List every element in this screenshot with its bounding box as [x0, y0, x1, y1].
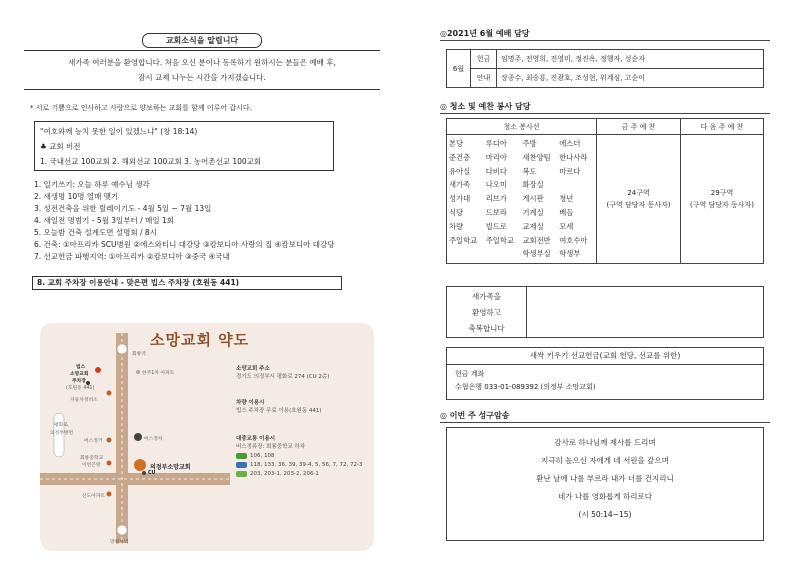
duty-item: 마리아	[485, 152, 507, 162]
note-text: * 서로 기쁨으로 인사하고 사랑으로 양보하는 교회를 함께 이루어 갑시다.	[30, 104, 252, 112]
map-label-road2: 의정부방면	[50, 431, 74, 436]
vision-label: ♣ 교회 비전	[40, 142, 81, 151]
mission-title: 새싹 키우기 선교헌금(교회 헌당, 선교를 위한)	[447, 348, 763, 365]
column-header: 다 음 주 예 찬	[681, 119, 764, 135]
cleaning-table	[446, 118, 764, 264]
bus-line	[236, 452, 364, 460]
map-car	[236, 399, 322, 415]
duty-item: 게시판	[522, 194, 544, 204]
address-title: 소망교회 주소	[236, 366, 270, 372]
duty-item: 본당	[449, 139, 464, 148]
verse-title: ◎ 이번 주 성구암송	[440, 411, 510, 420]
bus-routes: 106, 108	[250, 453, 275, 459]
news-title: 교회소식을 알립니다	[142, 33, 262, 48]
quote-text: "여호와께 능치 못한 일이 있겠느냐" (창 18:14)	[40, 127, 198, 136]
service-names: 장종수, 최승룡, 진광호, 조성현, 위계심, 고순이	[497, 69, 764, 88]
verse-reference: (시 50:14~15)	[578, 510, 632, 519]
map-label-apt1: 한주1차 아파트	[142, 371, 175, 376]
right-page	[440, 20, 770, 560]
bus-lightgreen-icon	[236, 471, 247, 477]
bus-blue-icon	[236, 462, 247, 468]
news-item: 6. 건축: ①아프리카 SCU병원 ②에스와티니 대강당 ③캄보디아 사랑의 집 ④캄보디아 대강당	[34, 240, 335, 249]
quote-box	[34, 121, 334, 171]
mission-body	[447, 365, 763, 394]
map-label-school2: 이빈곤방	[82, 463, 101, 468]
welcome-box-blank	[527, 287, 763, 337]
map-label-bus-stop2: 버스정거	[84, 439, 103, 444]
service-month: 6월	[447, 50, 471, 88]
this-week-note: (구역 담당자 동사자)	[606, 201, 671, 210]
duty-item	[486, 247, 521, 261]
duty-item: 새찬양팀	[522, 152, 551, 162]
duty-item: 식당	[449, 207, 464, 217]
bus-routes: 203, 203-1, 203-2, 206-1	[250, 471, 319, 477]
cleaning-title: ◎ 청소 및 예찬 봉사 담당	[440, 102, 531, 111]
account-number: 수협은행 033-01-089392 (의정부 소망교회)	[455, 383, 596, 391]
duty-item: 성가대	[449, 194, 471, 204]
service-table	[446, 49, 764, 88]
duty-cell	[447, 135, 597, 264]
service-role: 안내	[471, 69, 497, 88]
duty-item: 다비다	[485, 166, 507, 176]
address-text: 경기도 의정부시 평화로 274 (CU 2층)	[236, 374, 330, 380]
next-week-zone: 29구역	[710, 189, 734, 198]
bus-green-icon	[236, 453, 247, 459]
duty-item: 베들	[559, 207, 574, 217]
news-list	[34, 179, 380, 263]
vision-items: 1. 국내선교 100교회 2. 해외선교 100교회 3. 농어촌선교 100교회	[40, 157, 262, 166]
table-header-row	[447, 119, 764, 135]
duty-item: 학생부실	[522, 249, 551, 259]
duty-item: 유아실	[449, 166, 471, 176]
duty-item: 교제실	[522, 221, 544, 231]
map-label-church: 의정부소망교회	[150, 464, 191, 471]
next-week-note: (구역 담당자 동사자)	[689, 201, 754, 210]
duty-item: 학생부	[559, 249, 581, 259]
table-row	[447, 135, 764, 264]
church-map	[40, 323, 374, 551]
duty-item: 에스더	[559, 139, 581, 148]
duty-item: 차량	[449, 221, 464, 231]
welcome-box-text	[447, 287, 527, 337]
bus-routes: 118, 133, 36, 39, 39-4, 5, 56, 7, 72, 72-3	[250, 462, 363, 468]
table-row	[447, 50, 764, 69]
duty-item: 마르다	[559, 166, 581, 176]
left-page	[24, 20, 380, 560]
map-label-south: 망월사역	[110, 540, 129, 545]
service-title: ◎2021년 6월 예배 담당	[440, 29, 530, 38]
duty-item: 청년	[559, 194, 574, 204]
news-item: 3. 성전건축을 위한 릴레이기도 - 4월 5일 ~ 7월 13일	[34, 204, 212, 213]
service-names: 임명주, 전영희, 전영미, 정진옥, 정행자, 성순자	[497, 50, 764, 69]
map-title: 소망교회 약도	[150, 331, 250, 349]
news-item: 5. 오늘밤 건축 설계도면 설명회 / 8시	[34, 228, 157, 237]
map-label-vips: 빕스	[76, 365, 86, 370]
duty-item: 기계실	[522, 207, 544, 217]
divider	[24, 50, 380, 51]
car-text: 빕스 주차장 무료 이용(호원동 441)	[236, 408, 322, 414]
duty-item	[559, 178, 594, 192]
duty-item	[449, 247, 484, 261]
duty-item: 리브가	[485, 194, 507, 204]
news-item: 4. 새일전 명범기 - 5월 3일부터 / 매일 1회	[34, 216, 174, 225]
verse-line: 감사로 하나님께 제사를 드리며	[554, 438, 656, 447]
duty-grid	[447, 135, 596, 263]
map-label-bus-stop: 버스정차	[144, 437, 163, 442]
column-header: 청소 봉사선	[447, 119, 597, 135]
transit-text: 버스정류장: 회룡중학교 하차	[236, 444, 306, 450]
duty-item: 복도	[522, 166, 537, 176]
divider	[24, 89, 380, 90]
welcome-line-1: 새가족 여러분을 환영합니다. 처음 오신 분이나 등록하기 원하시는 분들은 예배 후,	[68, 58, 336, 67]
map-label-vips-lot: 소망교회	[70, 372, 89, 377]
this-week-zone: 24구역	[627, 189, 650, 198]
map-address	[236, 365, 329, 381]
news-item: 2. 새생명 10명 열매 맺기	[34, 192, 119, 201]
divider	[440, 40, 770, 41]
duty-item: 주방	[522, 139, 537, 148]
map-transit	[236, 435, 364, 478]
welcome-line-2: 잠시 교제 나누는 시간을 가지겠습니다.	[138, 73, 266, 82]
news-item: 7. 선교헌금 파행지역: ①아프리카 ②캄보디아 ③중국 ④국내	[34, 252, 230, 261]
parking-notice: 8. 교회 주차장 이용안내 - 맞은편 빕스 주차장 (호원동 441)	[32, 276, 342, 290]
this-week-cell	[597, 135, 681, 264]
map-label-cu: CU	[148, 471, 156, 476]
transit-title: 대중교통 이용시	[236, 436, 276, 442]
duty-item: 주일학교	[449, 235, 478, 245]
verse-box	[446, 427, 764, 541]
welcome-box	[446, 286, 764, 338]
next-week-cell	[681, 135, 764, 264]
duty-item: 한나사라	[559, 152, 588, 162]
car-title: 차량 이용시	[236, 400, 265, 406]
verse-line: 지극히 높으신 자에게 네 서원을 갚으며	[541, 456, 669, 465]
map-label-north: 회룡역	[132, 352, 146, 357]
service-role: 헌금	[471, 50, 497, 69]
duty-item: 루디아	[485, 139, 507, 148]
divider	[440, 113, 770, 114]
duty-item: 빌드로	[485, 221, 507, 231]
bus-line	[236, 470, 364, 478]
verse-line: 환난 날에 나를 부르라 내가 너를 건지리니	[536, 474, 674, 483]
welcome-box-line: 축복합니다	[468, 324, 505, 333]
table-row	[447, 69, 764, 88]
duty-item: 드보라	[485, 207, 507, 217]
duty-item: 나오미	[485, 180, 507, 190]
mission-box	[446, 347, 764, 400]
news-item: 1. 일기쓰기: 오늘 하루 예수님 생각	[34, 180, 150, 189]
duty-item: 준건층	[449, 152, 471, 162]
map-label-vips-addr: (호원동 441)	[66, 386, 95, 391]
duty-item: 모세	[559, 221, 574, 231]
map-label-vips-lot2: 주차장	[72, 379, 86, 384]
map-label-apt2: 신도아파트	[82, 494, 106, 499]
welcome-box-line: 환영하고	[472, 308, 501, 317]
duty-item: 주일학교	[485, 235, 514, 245]
duty-item: 새가족	[449, 180, 471, 190]
duty-item: 여호수아	[559, 235, 588, 245]
map-label-road: 평화로	[54, 423, 68, 428]
bus-line	[236, 461, 364, 469]
duty-item: 화장실	[522, 180, 544, 190]
divider	[440, 422, 770, 423]
column-header: 금 주 예 찬	[597, 119, 681, 135]
verse-line: 네가 나를 영화롭게 하리로다	[557, 492, 653, 501]
duty-item: 교회전반	[522, 235, 551, 245]
account-label: 헌금 계좌	[455, 370, 485, 378]
map-label-school: 회룡중학교	[80, 456, 104, 461]
welcome-box-line: 새가족을	[472, 292, 501, 301]
map-label-dealer: 자동차정비소	[70, 398, 98, 403]
